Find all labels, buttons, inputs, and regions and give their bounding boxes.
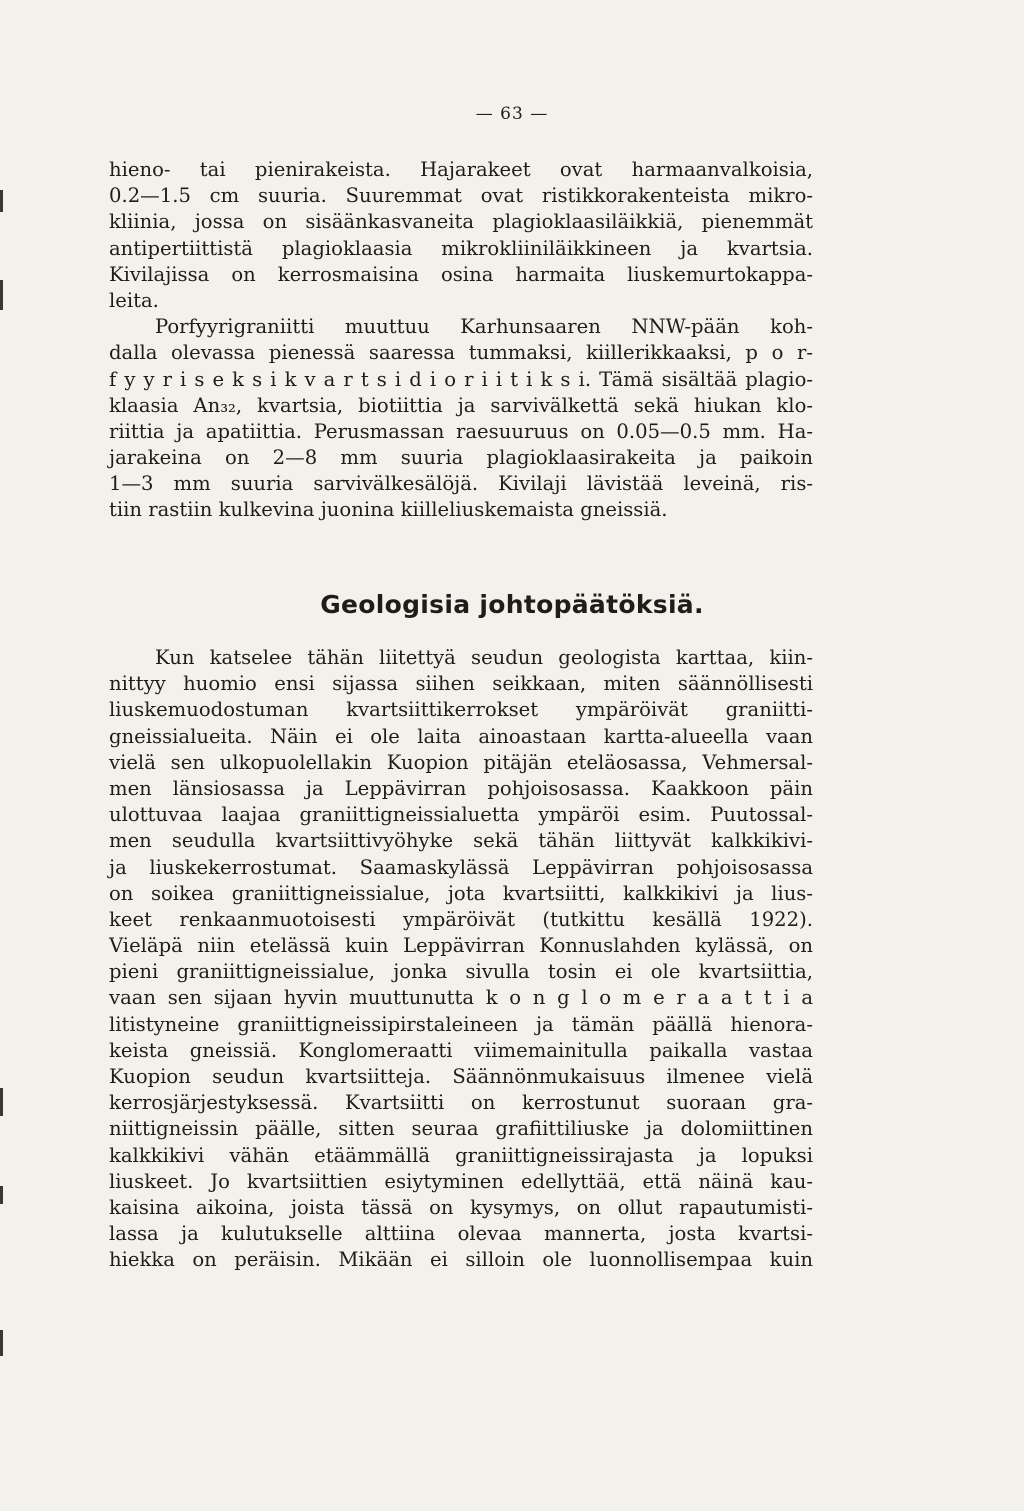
text-line: riittia ja apatiittia. Perusmassan raesuuruus on 0.05—0.5 mm. Ha- <box>109 419 813 443</box>
text-line: litistyneine graniittigneissipirstaleineen ja tämän päällä hienora- <box>109 1012 813 1036</box>
scan-edge-mark <box>0 1186 3 1204</box>
text-line: Kivilajissa on kerrosmaisina osina harmaita liuskemurtokappa- <box>109 262 813 286</box>
text-line: vaan sen sijaan hyvin muuttunutta k o n g l o m e r a a t t i a <box>109 986 813 1010</box>
text-line: tiin rastiin kulkevina juonina kiilleliuskemaista gneissiä. <box>109 498 668 522</box>
text-line: dalla olevassa pienessä saaressa tummaksi, kiillerikkaaksi, p o r- <box>109 341 813 365</box>
text-line: keet renkaanmuotoisesti ympäröivät (tutkittu kesällä 1922). <box>109 907 813 931</box>
text-line: ulottuvaa laajaa graniittigneissialuetta ympäröi esim. Puutossal- <box>109 803 813 827</box>
text-line: vielä sen ulkopuolellakin Kuopion pitäjän eteläosassa, Vehmersal- <box>109 750 813 774</box>
text-line: nittyy huomio ensi sijassa siihen seikkaan, miten säännöllisesti <box>109 672 813 696</box>
text-line: leita. <box>109 288 159 312</box>
text-line: liuskeet. Jo kvartsiittien esiytyminen edellyttää, että näinä kau- <box>109 1169 813 1193</box>
text-line: kalkkikivi vähän etäämmällä graniittigneissirajasta ja lopuksi <box>109 1143 813 1167</box>
text-line: niittigneissin päälle, sitten seuraa grafiittiliuske ja dolomiittinen <box>109 1117 813 1141</box>
text-line: antipertiittistä plagioklaasia mikrokliiniläikkineen ja kvartsia. <box>109 236 813 260</box>
text-line: lassa ja kulutukselle alttiina olevaa mannerta, josta kvartsi- <box>109 1222 813 1246</box>
text-line: jarakeina on 2—8 mm suuria plagioklaasirakeita ja paikoin <box>109 446 813 470</box>
paragraph-block-1 <box>109 157 813 524</box>
scan-edge-mark <box>0 1088 3 1116</box>
scan-edge-mark <box>0 280 3 310</box>
text-line: pieni graniittigneissialue, jonka sivulla tosin ei ole kvartsiittia, <box>109 960 813 984</box>
text-line: kliinia, jossa on sisäänkasvaneita plagioklaasiläikkiä, pienemmät <box>109 210 813 234</box>
text-line: klaasia An₃₂, kvartsia, biotiittia ja sarvivälkettä sekä hiukan klo- <box>109 393 813 417</box>
text-line: on soikea graniittigneissialue, jota kvartsiitti, kalkkikivi ja lius- <box>109 881 813 905</box>
text-line: Vieläpä niin etelässä kuin Leppävirran Konnuslahden kylässä, on <box>109 934 813 958</box>
text-line: Porfyyrigraniitti muuttuu Karhunsaaren NNW-pään koh- <box>155 315 813 339</box>
page-number: — 63 — <box>475 104 549 124</box>
scan-edge-mark <box>0 1330 3 1356</box>
text-line: men länsiosassa ja Leppävirran pohjoisosassa. Kaakkoon päin <box>109 776 813 800</box>
section-heading: Geologisia johtopäätöksiä. <box>320 590 704 619</box>
text-line: hieno- tai pienirakeista. Hajarakeet ovat harmaanvalkoisia, <box>109 158 813 181</box>
text-line: f y y r i s e k s i k v a r t s i d i o r i i t i k s i. Tämä sisältää plagio- <box>109 367 813 391</box>
text-line: Kun katselee tähän liitettyä seudun geologista karttaa, kiin- <box>155 646 813 669</box>
scan-edge-mark <box>0 190 3 212</box>
text-line: liuskemuodostuman kvartsiittikerrokset ympäröivät graniitti- <box>109 698 813 722</box>
text-line: men seudulla kvartsiittivyöhyke sekä tähän liittyvät kalkkikivi- <box>109 829 813 853</box>
text-line: Kuopion seudun kvartsiitteja. Säännönmukaisuus ilmenee vielä <box>109 1065 813 1088</box>
text-line: kerrosjärjestyksessä. Kvartsiitti on kerrostunut suoraan gra- <box>109 1091 813 1115</box>
text-line: kaisina aikoina, joista tässä on kysymys, on ollut rapautumisti- <box>109 1195 813 1219</box>
paragraph-block-2 <box>109 645 813 1274</box>
text-line: 1—3 mm suuria sarvivälkesälöjä. Kivilaji lävistää leveinä, ris- <box>109 472 813 496</box>
text-line: 0.2—1.5 cm suuria. Suuremmat ovat ristikkorakenteista mikro- <box>109 184 813 208</box>
text-line: ja liuskekerrostumat. Saamaskylässä Leppävirran pohjoisosassa <box>109 855 813 879</box>
text-line: gneissialueita. Näin ei ole laita ainoastaan kartta-alueella vaan <box>109 724 813 748</box>
text-line: hiekka on peräisin. Mikään ei silloin ole luonnollisempaa kuin <box>109 1248 813 1272</box>
text-line: keista gneissiä. Konglomeraatti viimemainitulla paikalla vastaa <box>109 1038 813 1062</box>
